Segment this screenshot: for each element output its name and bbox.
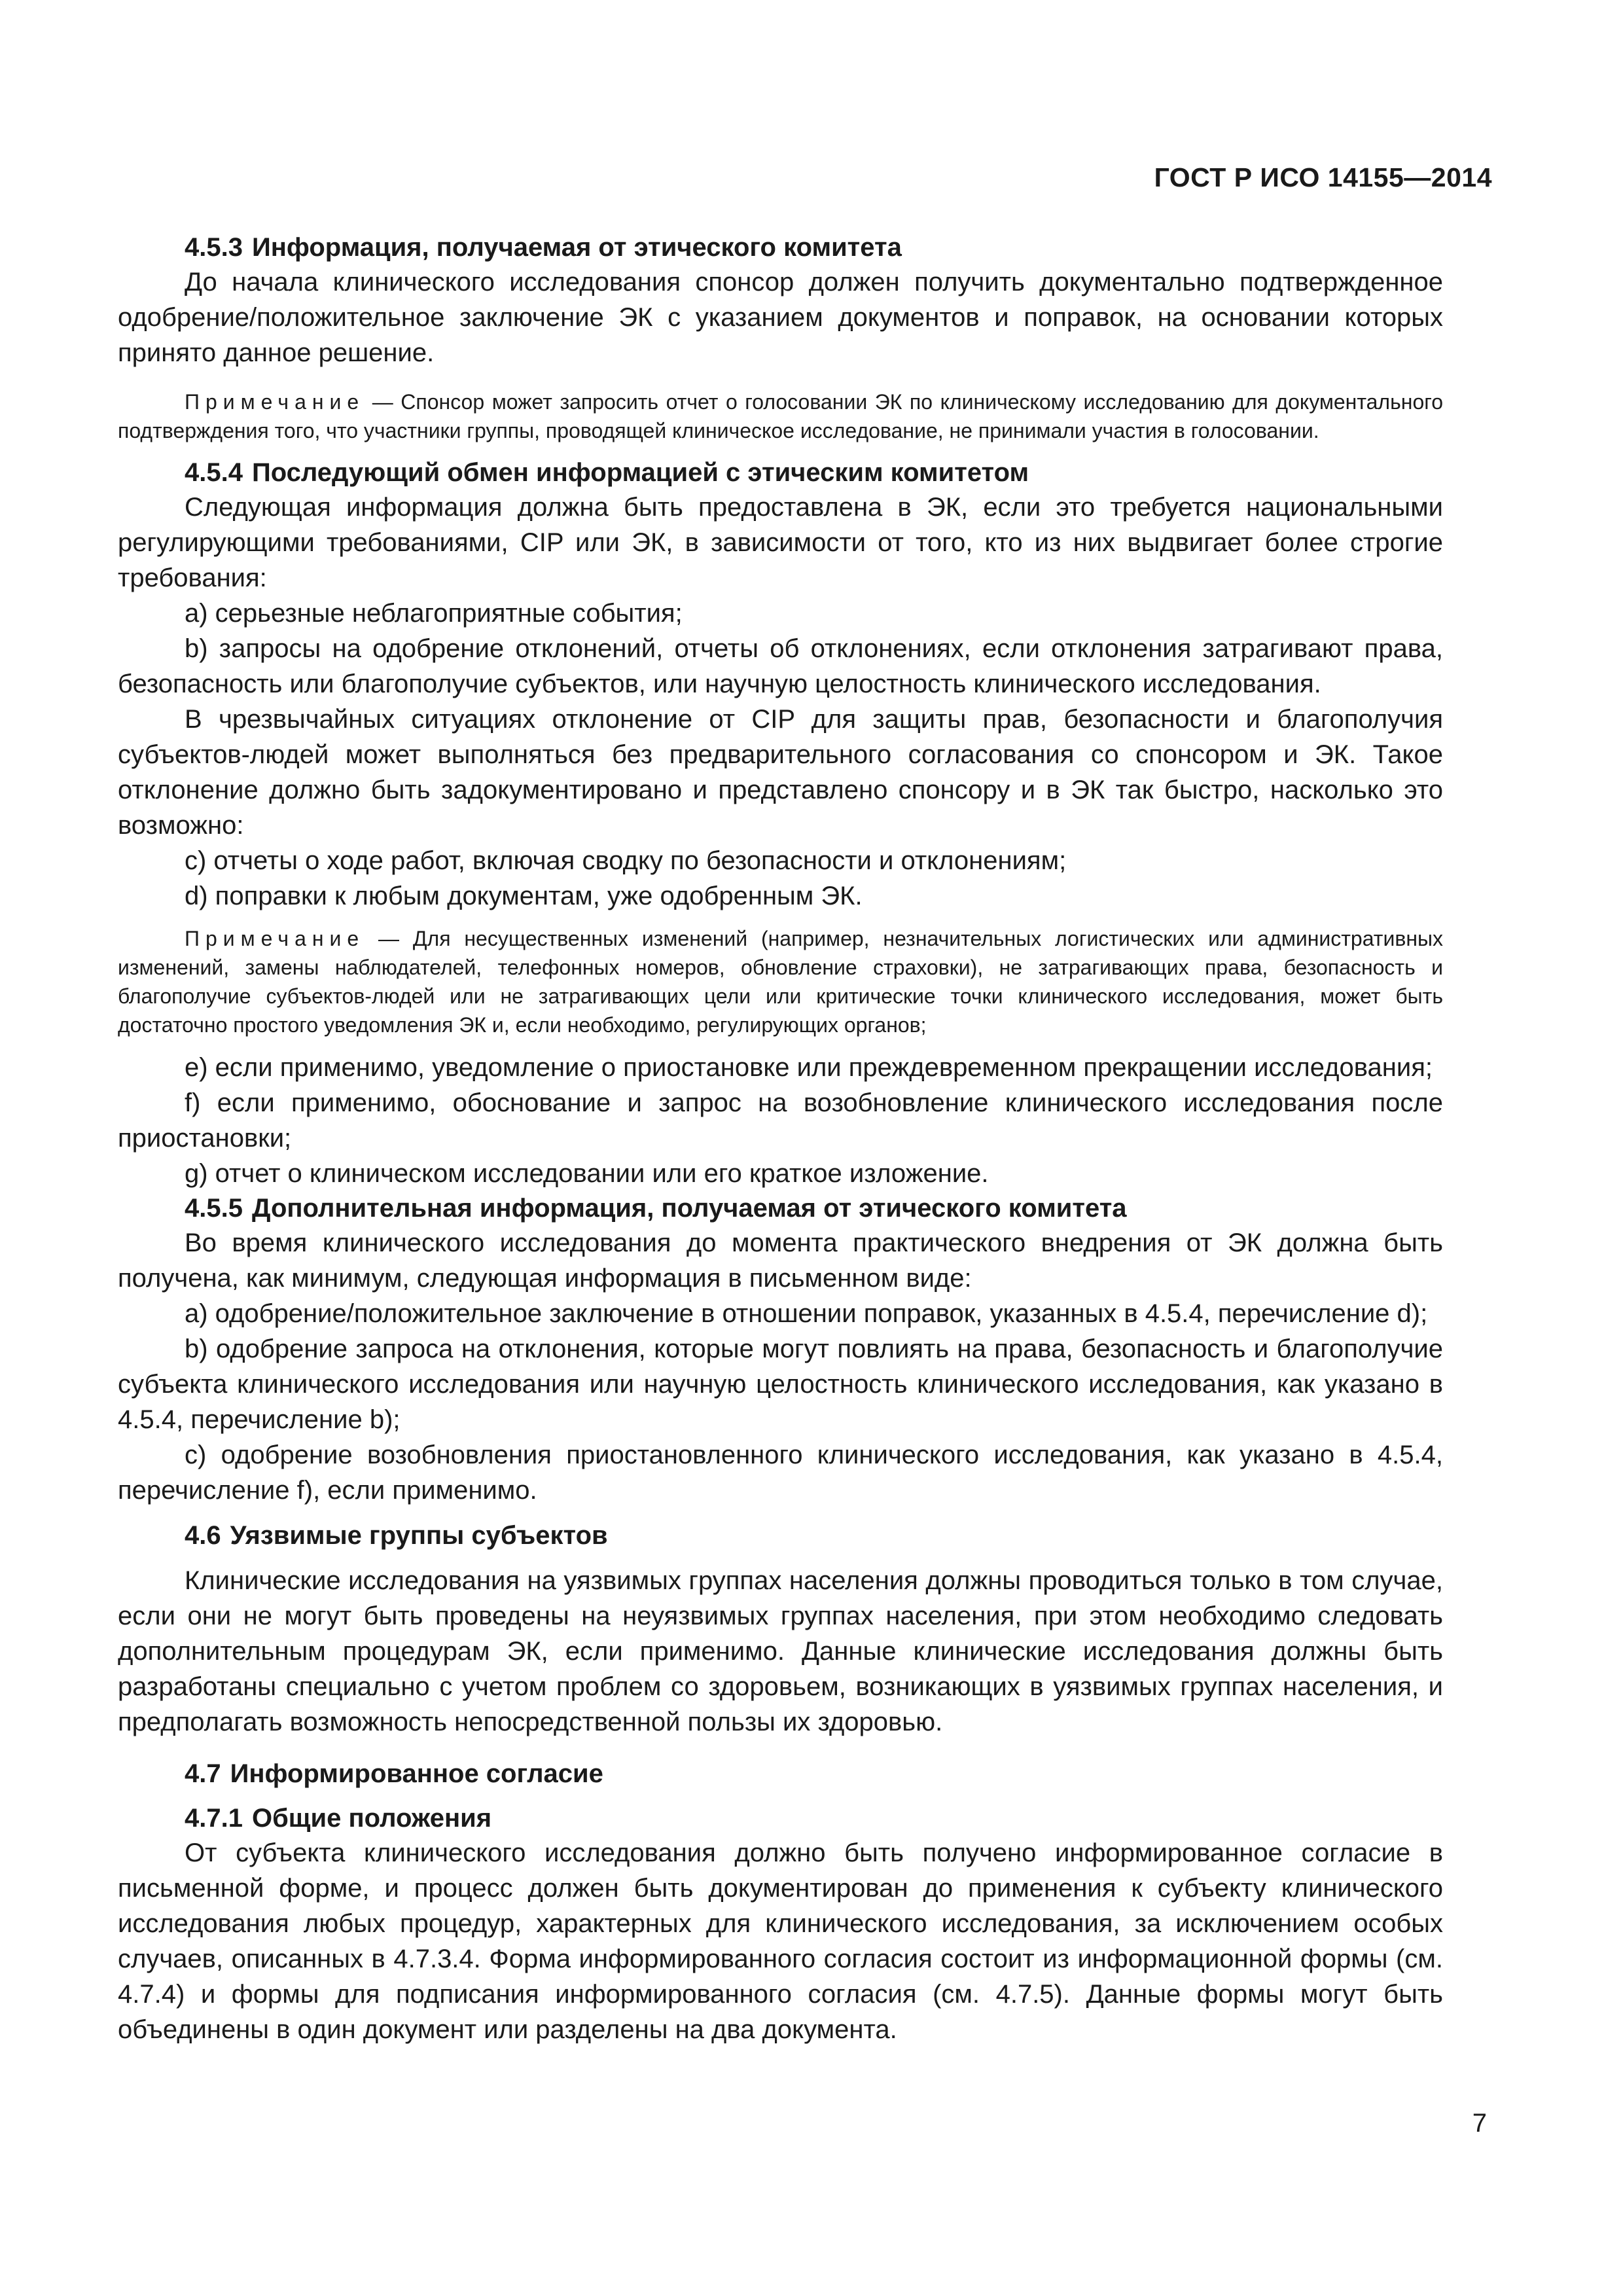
section-heading-4-7-1 xyxy=(118,1801,1443,1835)
list-item: d) поправки к любым документам, уже одобренным ЭК. xyxy=(185,882,863,910)
section-title: Общие положения xyxy=(251,1804,492,1833)
section-number: 4.5.5 xyxy=(185,1194,243,1223)
section-heading-4-7 xyxy=(118,1757,1443,1791)
paragraph: Следующая информация должна быть предоставлена в ЭК, если это требуется национальными регулирующими требованиями, CIP или ЭК, в зависимости от того, кто из них выдвигает более строгие требования: xyxy=(118,493,1443,592)
section-title: Последующий обмен информацией с этическим комитетом xyxy=(251,458,1029,487)
list-item: c) отчеты о ходе работ, включая сводку по безопасности и отклонениям; xyxy=(185,846,1067,875)
list-item: g) отчет о клиническом исследовании или его краткое изложение. xyxy=(185,1159,989,1188)
section-title: Дополнительная информация, получаемая от этического комитета xyxy=(251,1194,1127,1223)
paragraph: Клинические исследования на уязвимых группах населения должны проводиться только в том случае, если они не могут быть проведены на неуязвимых группах населения, при этом необходимо следовать дополнительным процедурам ЭК, если применимо. Данные клинические исследования должны быть разработаны специально с учетом проблем со здоровьем, возникающих в уязвимых группах населения, и предполагать возможность непосредственной пользы их здоровью. xyxy=(118,1566,1443,1736)
note-label: Примечание xyxy=(185,927,365,950)
section-heading-4-6 xyxy=(118,1518,1443,1552)
list-item: e) если применимо, уведомление о приостановке или преждевременном прекращении исследования; xyxy=(185,1053,1433,1082)
note xyxy=(118,387,1443,445)
list-item: f) если применимо, обоснование и запрос на возобновление клинического исследования после приостановки; xyxy=(118,1088,1443,1153)
section-title: Информация, получаемая от этического комитета xyxy=(251,233,902,262)
section-heading-4-5-4 xyxy=(118,456,1443,490)
note-text: — Для несущественных изменений (например, незначительных логистических или административных изменений, замены наблюдателей, телефонных номеров, обновление страховки), не затрагивающих права, безопасность и благополучие субъектов-людей или не затрагивающих цели или критические точки клинического исследования, может быть достаточно простого уведомления ЭК и, если необходимо, регулирующих органов; xyxy=(118,927,1443,1037)
section-title: Информированное согласие xyxy=(230,1759,603,1788)
section-number: 4.6 xyxy=(185,1521,221,1550)
list-item: c) одобрение возобновления приостановленного клинического исследования, как указано в 4.5.4, перечисление f), если применимо. xyxy=(118,1441,1443,1505)
document-code-header: ГОСТ Р ИСО 14155—2014 xyxy=(1154,162,1492,192)
paragraph: Во время клинического исследования до момента практического внедрения от ЭК должна быть получена, как минимум, следующая информация в письменном виде: xyxy=(118,1229,1443,1293)
page-number: 7 xyxy=(1472,2109,1487,2138)
section-title: Уязвимые группы субъектов xyxy=(230,1521,608,1550)
section-heading-4-5-5 xyxy=(118,1191,1443,1225)
paragraph: В чрезвычайных ситуациях отклонение от CIP для защиты прав, безопасности и благополучия субъектов-людей может выполняться без предварительного согласования со спонсором и ЭК. Такое отклонение должно быть задокументировано и представлено спонсору и в ЭК так быстро, насколько это возможно: xyxy=(118,705,1443,840)
section-heading-4-5-3 xyxy=(118,230,1443,264)
section-number: 4.5.3 xyxy=(185,233,243,262)
note xyxy=(118,924,1443,1039)
list-item: a) серьезные неблагоприятные события; xyxy=(185,599,683,628)
section-number: 4.5.4 xyxy=(185,458,243,487)
section-number: 4.7.1 xyxy=(185,1804,243,1833)
section-number: 4.7 xyxy=(185,1759,221,1788)
note-text: — Спонсор может запросить отчет о голосовании ЭК по клиническому исследованию для документального подтверждения того, что участники группы, проводящей клиническое исследование, не принимали участия в голосовании. xyxy=(118,390,1443,442)
list-item: a) одобрение/положительное заключение в отношении поправок, указанных в 4.5.4, перечисление d); xyxy=(185,1299,1428,1328)
page-content xyxy=(118,230,1443,2047)
list-item: b) одобрение запроса на отклонения, которые могут повлиять на права, безопасность и благополучие субъекта клинического исследования или научную целостность клинического исследования, как указано в 4.5.4, перечисление b); xyxy=(118,1335,1443,1434)
paragraph: До начала клинического исследования спонсор должен получить документально подтвержденное одобрение/положительное заключение ЭК с указанием документов и поправок, на основании которых принято данное решение. xyxy=(118,268,1443,367)
paragraph: От субъекта клинического исследования должно быть получено информированное согласие в письменной форме, и процесс должен быть документирован до применения к субъекту клинического исследования любых процедур, характерных для клинического исследования, за исключением особых случаев, описанных в 4.7.3.4. Форма информированного согласия состоит из информационной формы (см. 4.7.4) и формы для подписания информированного согласия (см. 4.7.5). Данные формы могут быть объединены в один документ или разделены на два документа. xyxy=(118,1839,1443,2044)
note-label: Примечание xyxy=(185,390,365,414)
list-item: b) запросы на одобрение отклонений, отчеты об отклонениях, если отклонения затрагивают права, безопасность или благополучие субъектов, или научную целостность клинического исследования. xyxy=(118,634,1443,698)
